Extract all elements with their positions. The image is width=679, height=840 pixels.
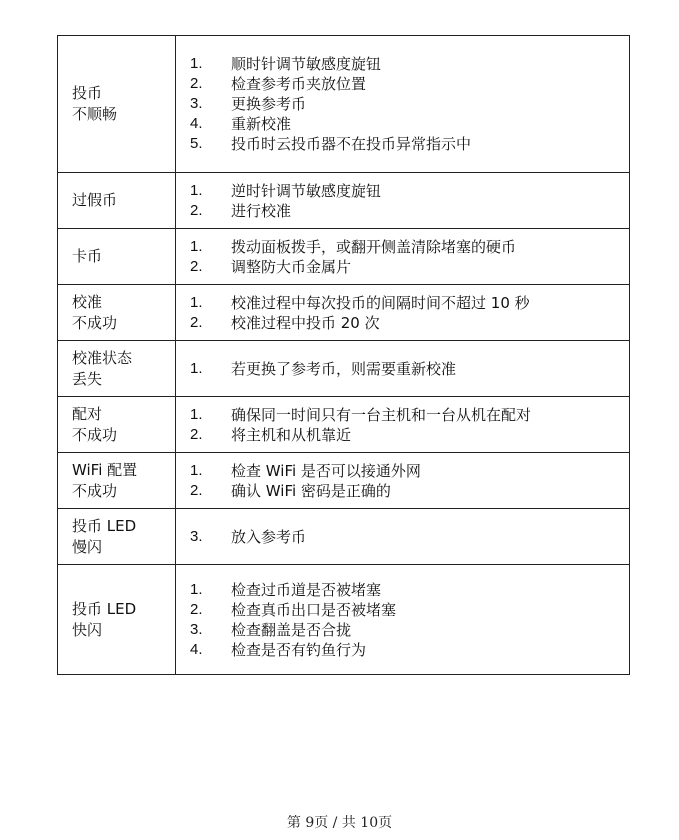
steps-cell [176,229,630,285]
table-row [58,36,630,173]
step-number: 1. [190,55,203,72]
troubleshooting-table [57,35,630,675]
table-row [58,341,630,397]
step-number: 1. [190,237,203,255]
issue-label: 卡币 [72,247,103,265]
issue-label: 校准状态 [72,348,133,367]
step-item [190,640,629,660]
issue-label: 投币 [72,84,103,102]
table-row [58,453,630,509]
step-item [190,461,629,481]
step-text: 确认 WiFi 密码是正确的 [231,481,391,500]
issue-label: 丢失 [72,369,103,388]
step-text: 检查是否有钓鱼行为 [231,640,367,659]
steps-cell [176,285,630,341]
step-number: 3. [190,95,203,112]
issue-label: 投币 LED [72,516,137,535]
step-number: 1. [190,580,203,598]
issue-label: 投币 LED [72,599,137,618]
step-text: 重新校准 [231,115,292,133]
step-text: 调整防大币金属片 [231,257,352,276]
step-item [190,425,629,445]
step-item [190,313,629,333]
step-item [190,54,629,74]
step-text: 检查过币道是否被堵塞 [231,580,382,599]
issue-label: 慢闪 [72,537,103,556]
step-text: 更换参考币 [231,95,307,113]
step-text: 检查真币出口是否被堵塞 [231,600,397,619]
step-number: 1. [190,293,203,311]
step-text: 逆时针调节敏感度旋钮 [231,181,382,200]
step-text: 拨动面板拨手，或翻开侧盖清除堵塞的硬币 [231,237,517,256]
step-text: 检查参考币夹放位置 [231,75,367,93]
step-number: 2. [190,600,203,618]
issue-label: 快闪 [72,620,103,639]
step-number: 4. [190,640,203,658]
step-item [190,293,629,313]
step-number: 2. [190,75,203,92]
step-item [190,405,629,425]
issue-cell [58,565,176,675]
issue-cell [58,36,176,173]
step-number: 1. [190,461,203,479]
issue-cell [58,285,176,341]
issue-cell [58,173,176,229]
step-text: 确保同一时间只有一台主机和一台从机在配对 [231,405,532,424]
step-number: 2. [190,313,203,331]
issue-cell [58,397,176,453]
step-number: 3. [190,527,203,545]
step-number: 3. [190,620,203,638]
step-number: 1. [190,359,203,377]
issue-label: 校准 [72,292,103,311]
table-row [58,565,630,675]
page-footer: 第 9页 / 共 10页 [286,815,393,831]
table-body [58,36,630,675]
issue-label: 配对 [72,404,103,423]
step-text: 检查翻盖是否合拢 [231,620,352,639]
step-number: 2. [190,257,203,275]
table-row [58,229,630,285]
step-text: 投币时云投币器不在投币异常指示中 [231,135,472,153]
step-number: 2. [190,425,203,443]
step-item [190,359,629,379]
step-item [190,181,629,201]
issue-cell [58,453,176,509]
step-item [190,580,629,600]
issue-cell [58,509,176,565]
steps-cell [176,36,630,173]
step-item [190,257,629,277]
step-text: 校准过程中投币 20 次 [231,313,380,332]
issue-label: 不顺畅 [72,105,118,123]
step-item [190,237,629,257]
table-row [58,397,630,453]
step-item [190,201,629,221]
step-text: 将主机和从机靠近 [231,425,352,444]
step-item [190,94,629,114]
step-text: 顺时针调节敏感度旋钮 [231,55,382,73]
steps-cell [176,565,630,675]
step-number: 1. [190,405,203,423]
step-item [190,527,629,547]
step-item [190,134,629,154]
step-item [190,481,629,501]
issue-label: 过假币 [72,191,118,209]
step-text: 若更换了参考币，则需要重新校准 [231,359,457,378]
step-text: 放入参考币 [231,527,307,546]
step-item [190,114,629,134]
steps-cell [176,341,630,397]
step-number: 4. [190,115,203,132]
step-text: 进行校准 [231,201,292,220]
step-item [190,74,629,94]
issue-label: WiFi 配置 [72,460,138,479]
table-row [58,285,630,341]
step-text: 检查 WiFi 是否可以接通外网 [231,461,421,480]
issue-label: 不成功 [72,313,118,332]
steps-cell [176,173,630,229]
issue-cell [58,341,176,397]
table-row [58,173,630,229]
issue-label: 不成功 [72,481,118,500]
issue-label: 不成功 [72,425,118,444]
step-number: 1. [190,181,203,199]
steps-cell [176,453,630,509]
steps-cell [176,509,630,565]
step-item [190,600,629,620]
steps-cell [176,397,630,453]
step-number: 2. [190,201,203,219]
issue-cell [58,229,176,285]
step-number: 5. [190,135,203,152]
step-item [190,620,629,640]
step-text: 校准过程中每次投币的间隔时间不超过 10 秒 [231,293,530,312]
step-number: 2. [190,481,203,499]
table-row [58,509,630,565]
